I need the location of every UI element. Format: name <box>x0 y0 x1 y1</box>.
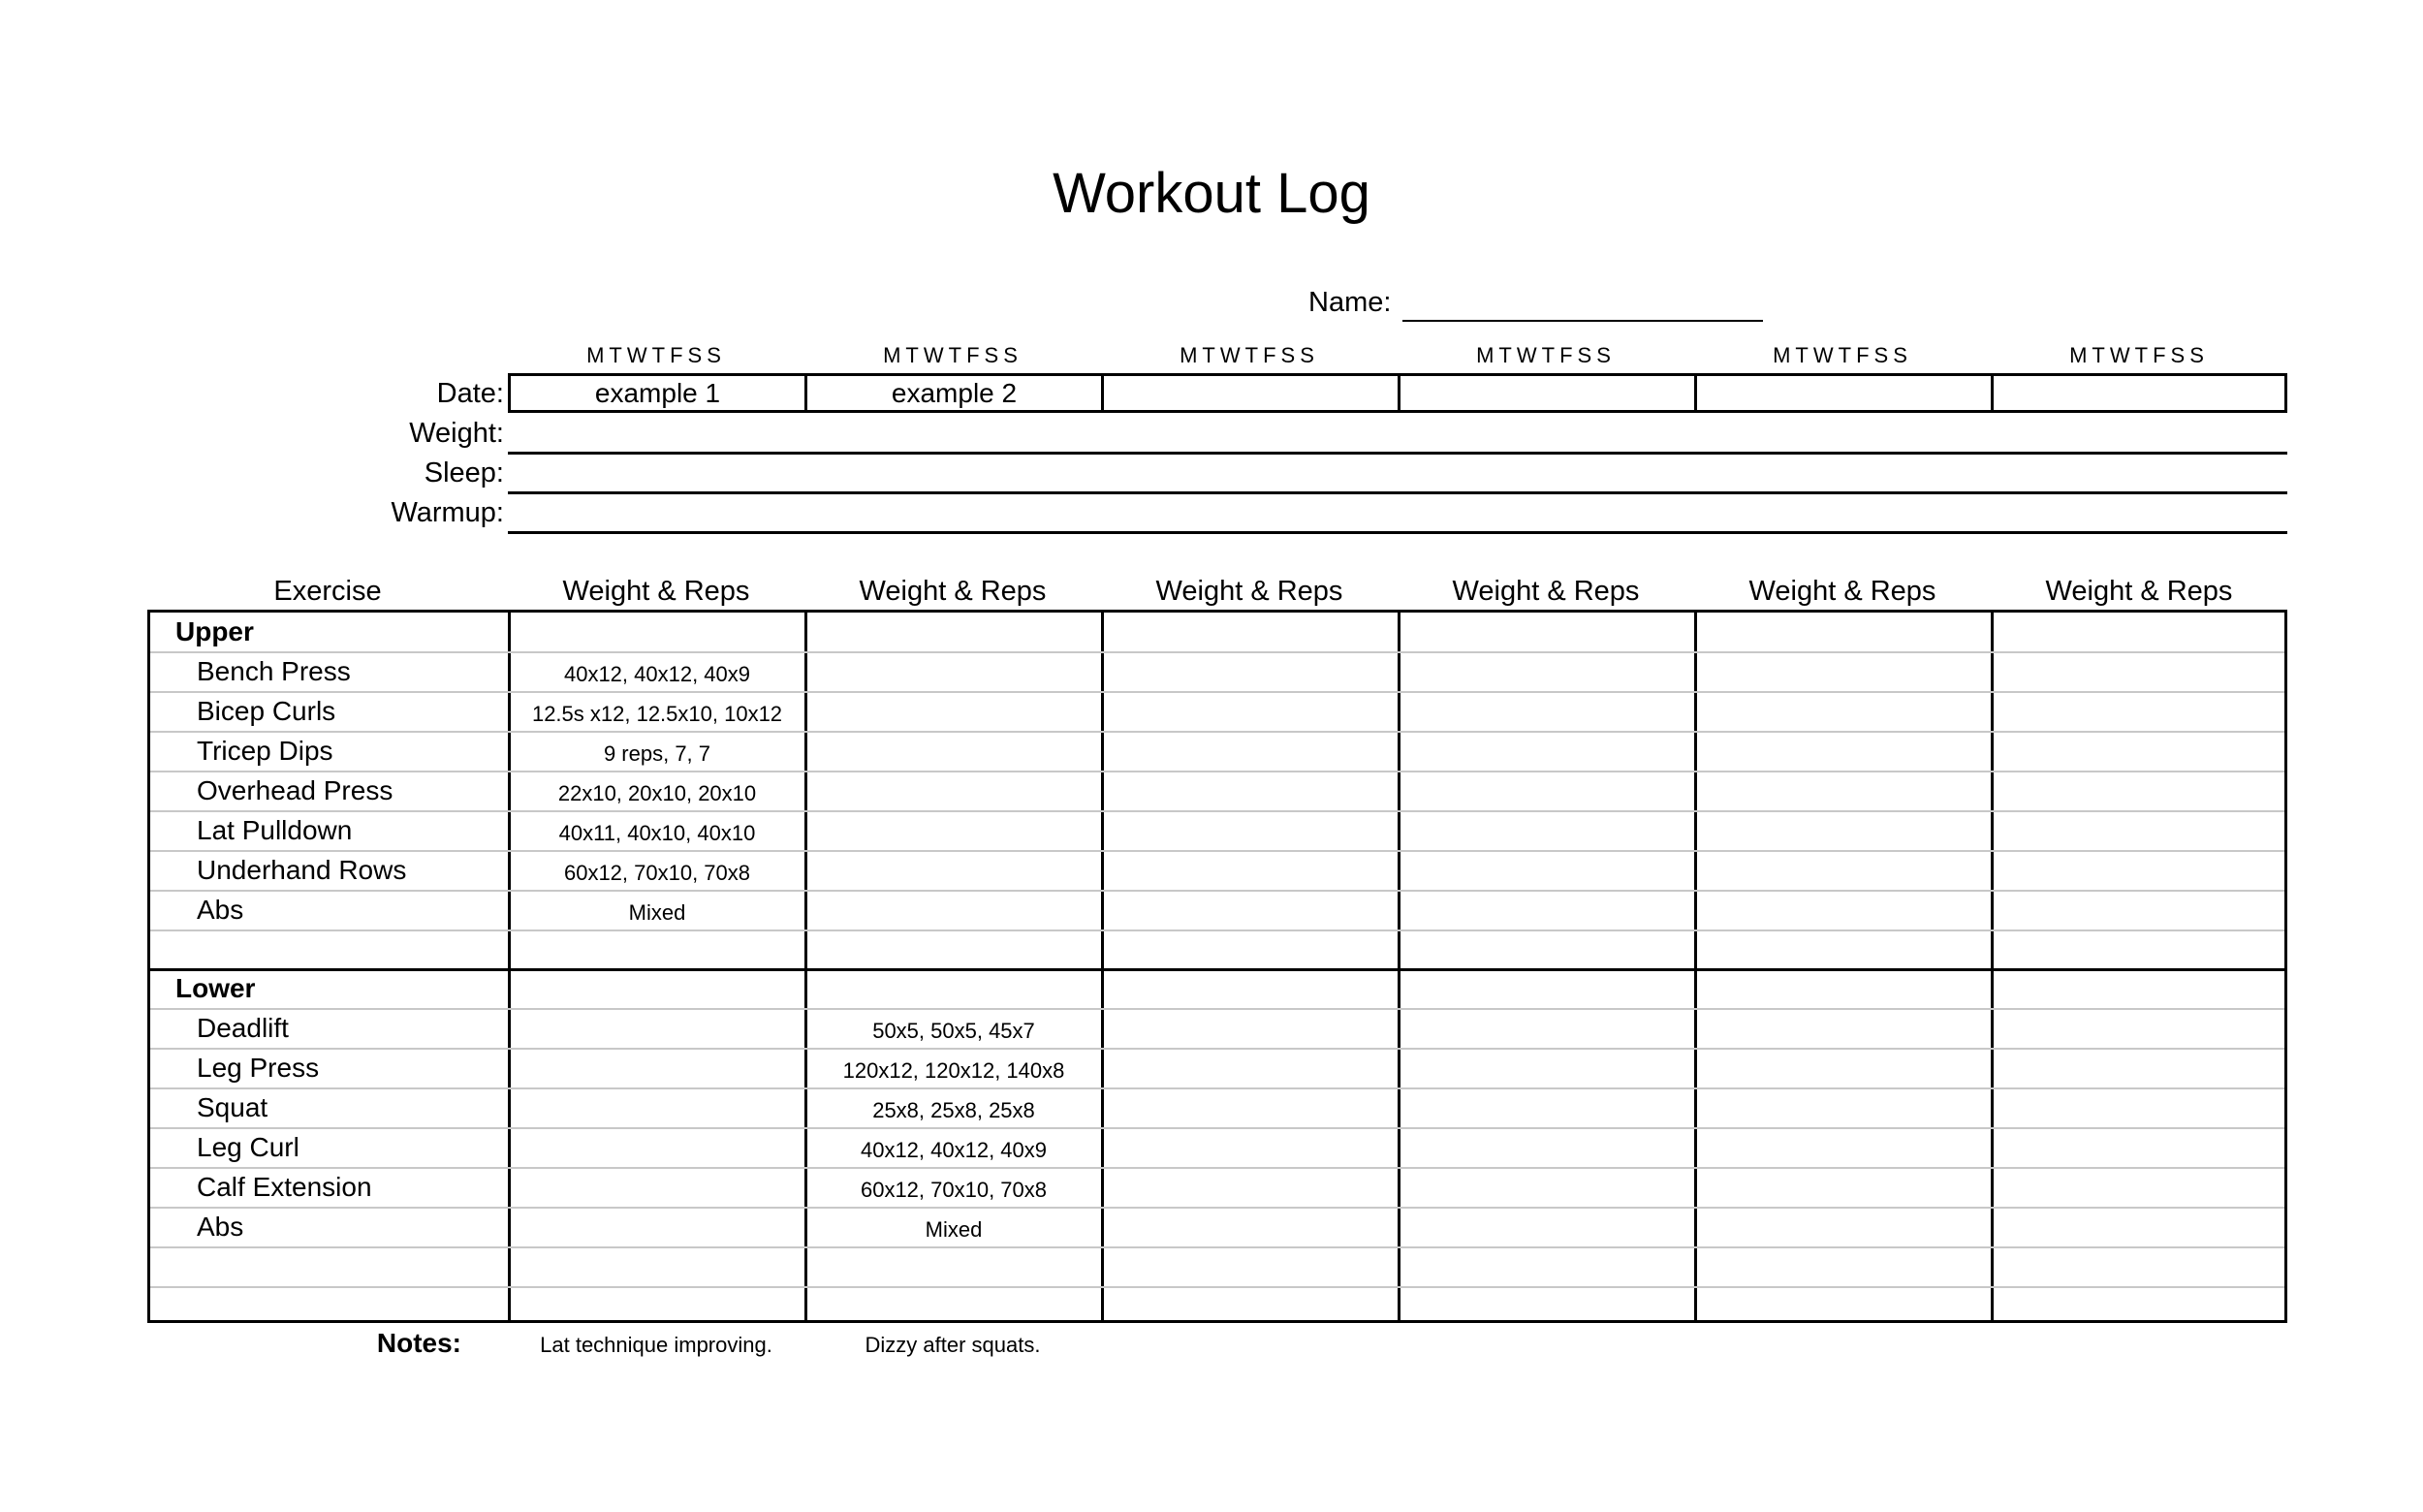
row-divider <box>150 850 2284 852</box>
row-divider <box>150 1167 2284 1169</box>
warmup-line[interactable] <box>508 531 2287 534</box>
session-1-value[interactable]: 40x12, 40x12, 40x9 <box>563 662 751 686</box>
name-blank-line[interactable] <box>1402 291 1763 322</box>
session-2-value[interactable]: 120x12, 120x12, 140x8 <box>842 1058 1065 1083</box>
session-1-value[interactable]: 22x10, 20x10, 20x10 <box>557 781 757 805</box>
weight-reps-column-header: Weight & Reps <box>859 576 1047 607</box>
session-2-value[interactable]: 50x5, 50x5, 45x7 <box>872 1019 1035 1043</box>
date-cell[interactable] <box>1398 376 1694 410</box>
weight-reps-column-header: Weight & Reps <box>1748 576 1936 607</box>
exercise-name-abs: Abs <box>197 895 244 925</box>
lower-section-label: Lower <box>175 973 256 1003</box>
exercise-name-tricep-dips: Tricep Dips <box>197 736 333 766</box>
exercise-name-bicep-curls: Bicep Curls <box>197 696 336 726</box>
days-of-week-5: MTWTFSS <box>1773 343 1912 367</box>
days-of-week-6: MTWTFSS <box>2069 343 2209 367</box>
weight-reps-column-header: Weight & Reps <box>562 576 750 607</box>
row-divider <box>150 731 2284 733</box>
date-cell[interactable]: example 2 <box>804 376 1101 410</box>
name-field[interactable] <box>1308 283 1763 322</box>
date-cell[interactable] <box>1101 376 1398 410</box>
row-divider <box>150 929 2284 931</box>
exercise-table <box>147 610 2287 1323</box>
note-session-1[interactable]: Lat technique improving. <box>540 1333 772 1357</box>
note-session-2[interactable]: Dizzy after squats. <box>865 1333 1041 1357</box>
date-row <box>508 373 2287 413</box>
date-cell[interactable]: example 1 <box>594 378 721 408</box>
date-label: Date: <box>436 378 504 409</box>
session-1-value[interactable]: 12.5s x12, 12.5x10, 10x12 <box>531 702 783 726</box>
weight-reps-column-header: Weight & Reps <box>1452 576 1640 607</box>
section-divider <box>150 968 2284 971</box>
row-divider <box>150 691 2284 693</box>
notes-label: Notes: <box>376 1328 461 1358</box>
days-of-week-4: MTWTFSS <box>1476 343 1616 367</box>
exercise-name-leg-curl: Leg Curl <box>197 1132 299 1162</box>
name-label: Name: <box>1308 287 1392 318</box>
session-1-value[interactable]: Mixed <box>628 900 686 925</box>
exercise-name-calf-extension: Calf Extension <box>197 1172 372 1202</box>
exercise-column-header: Exercise <box>273 576 382 607</box>
upper-section-label: Upper <box>175 616 254 646</box>
weight-reps-column-header: Weight & Reps <box>1155 576 1343 607</box>
session-2-value[interactable]: 40x12, 40x12, 40x9 <box>860 1138 1048 1162</box>
row-divider <box>150 1286 2284 1288</box>
date-cell[interactable] <box>1991 376 2287 410</box>
column-divider <box>1694 613 1697 1320</box>
row-divider <box>150 651 2284 653</box>
sleep-label: Sleep: <box>424 457 504 488</box>
exercise-name-lat-pulldown: Lat Pulldown <box>197 815 353 845</box>
days-of-week-1: MTWTFSS <box>586 343 726 367</box>
days-of-week-2: MTWTFSS <box>883 343 1023 367</box>
page-title: Workout Log <box>1053 162 1370 225</box>
row-divider <box>150 1087 2284 1089</box>
row-divider <box>150 810 2284 812</box>
column-divider <box>1101 613 1104 1320</box>
exercise-name-bench-press: Bench Press <box>197 656 351 686</box>
row-divider <box>150 890 2284 892</box>
session-2-value[interactable]: Mixed <box>925 1217 983 1242</box>
exercise-name-leg-press: Leg Press <box>197 1053 320 1083</box>
exercise-name-squat: Squat <box>197 1092 268 1122</box>
row-divider <box>150 1048 2284 1050</box>
row-divider <box>150 1246 2284 1248</box>
sleep-line[interactable] <box>508 491 2287 494</box>
session-2-value[interactable]: 25x8, 25x8, 25x8 <box>872 1098 1035 1122</box>
row-divider <box>150 771 2284 772</box>
warmup-label: Warmup: <box>391 497 504 528</box>
exercise-name-abs: Abs <box>197 1212 244 1242</box>
weight-label: Weight: <box>409 418 504 449</box>
row-divider <box>150 1127 2284 1129</box>
weight-reps-column-header: Weight & Reps <box>2045 576 2233 607</box>
exercise-name-overhead-press: Overhead Press <box>197 775 393 805</box>
column-divider <box>1398 613 1400 1320</box>
row-divider <box>150 1207 2284 1209</box>
session-2-value[interactable]: 60x12, 70x10, 70x8 <box>860 1178 1048 1202</box>
row-divider <box>150 1008 2284 1010</box>
exercise-name-deadlift: Deadlift <box>197 1013 289 1043</box>
session-1-value[interactable]: 40x11, 40x10, 40x10 <box>558 821 756 845</box>
weight-line[interactable] <box>508 452 2287 455</box>
session-1-value[interactable]: 60x12, 70x10, 70x8 <box>563 861 751 885</box>
exercise-name-underhand-rows: Underhand Rows <box>197 855 407 885</box>
session-1-value[interactable]: 9 reps, 7, 7 <box>603 741 711 766</box>
date-cell[interactable] <box>1694 376 1991 410</box>
column-divider <box>1991 613 1994 1320</box>
days-of-week-3: MTWTFSS <box>1180 343 1319 367</box>
